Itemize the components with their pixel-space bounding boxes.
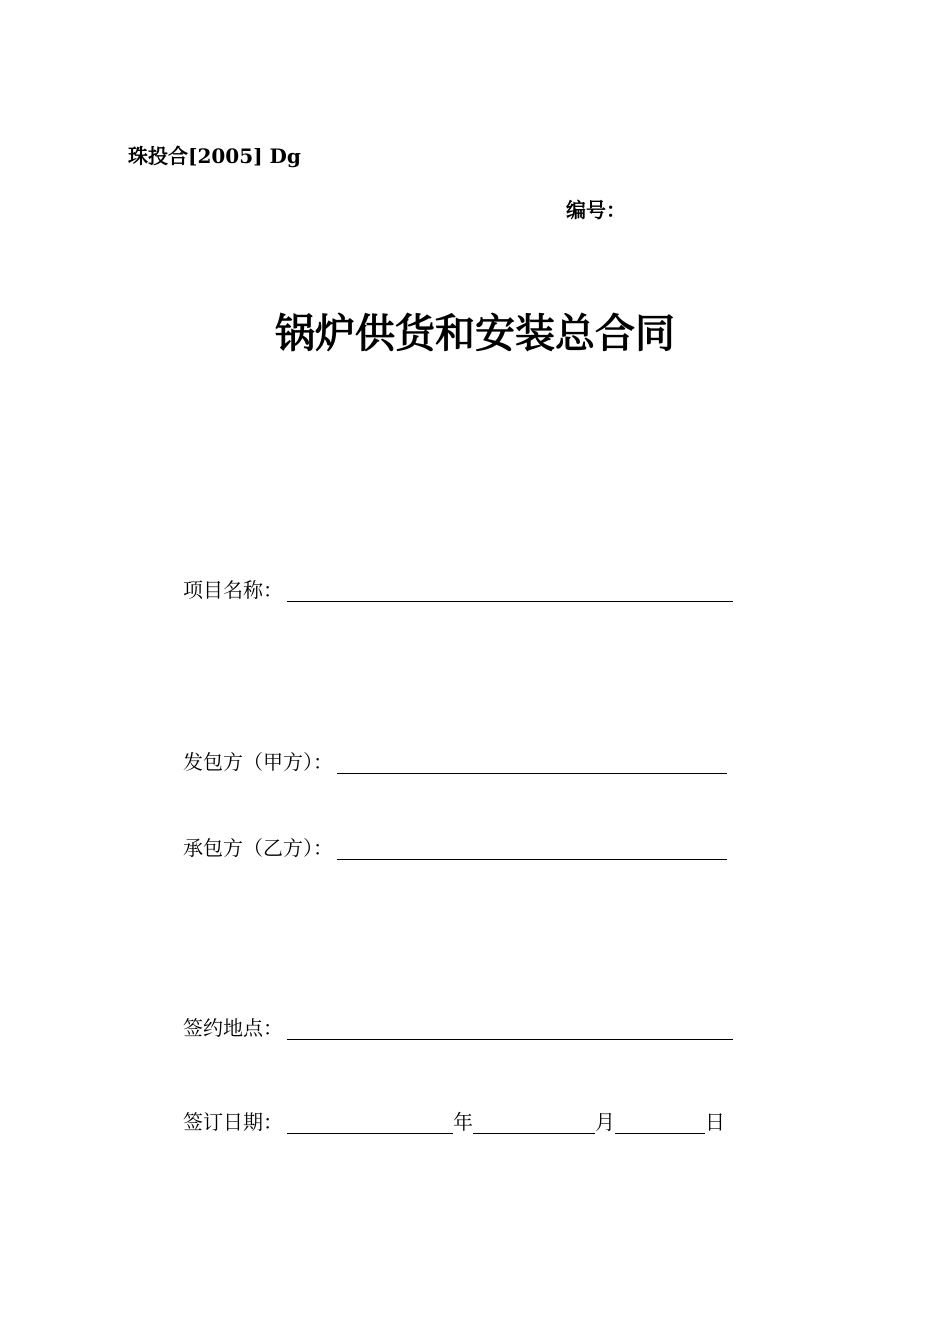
signing-location-label: 签约地点： [183,1016,283,1040]
signing-date-row [183,1104,725,1136]
party-b-label: 承包方（乙方）： [183,836,333,860]
signing-location-blank[interactable] [287,1019,733,1040]
party-a-blank[interactable] [337,753,727,774]
document-number [566,194,626,223]
signing-date-label: 签订日期： [183,1110,283,1134]
signing-day-blank[interactable] [615,1113,705,1134]
day-unit: 日 [705,1110,725,1134]
party-b-blank[interactable] [337,839,727,860]
party-a-row [183,744,727,776]
party-b-row [183,830,727,862]
project-name-row [183,572,733,604]
signing-location-row [183,1010,733,1042]
year-unit: 年 [453,1110,473,1134]
party-a-label: 发包方（甲方）： [183,750,333,774]
month-unit: 月 [595,1110,615,1134]
signing-year-blank[interactable] [287,1113,453,1134]
document-number-label: 编号： [566,198,626,222]
project-name-label: 项目名称： [183,578,283,602]
project-name-blank[interactable] [287,581,733,602]
signing-month-blank[interactable] [473,1113,595,1134]
page-title: 锅炉供货和安装总合同 [275,310,675,357]
reference-code: 珠投合[2005] Dg [128,144,301,168]
